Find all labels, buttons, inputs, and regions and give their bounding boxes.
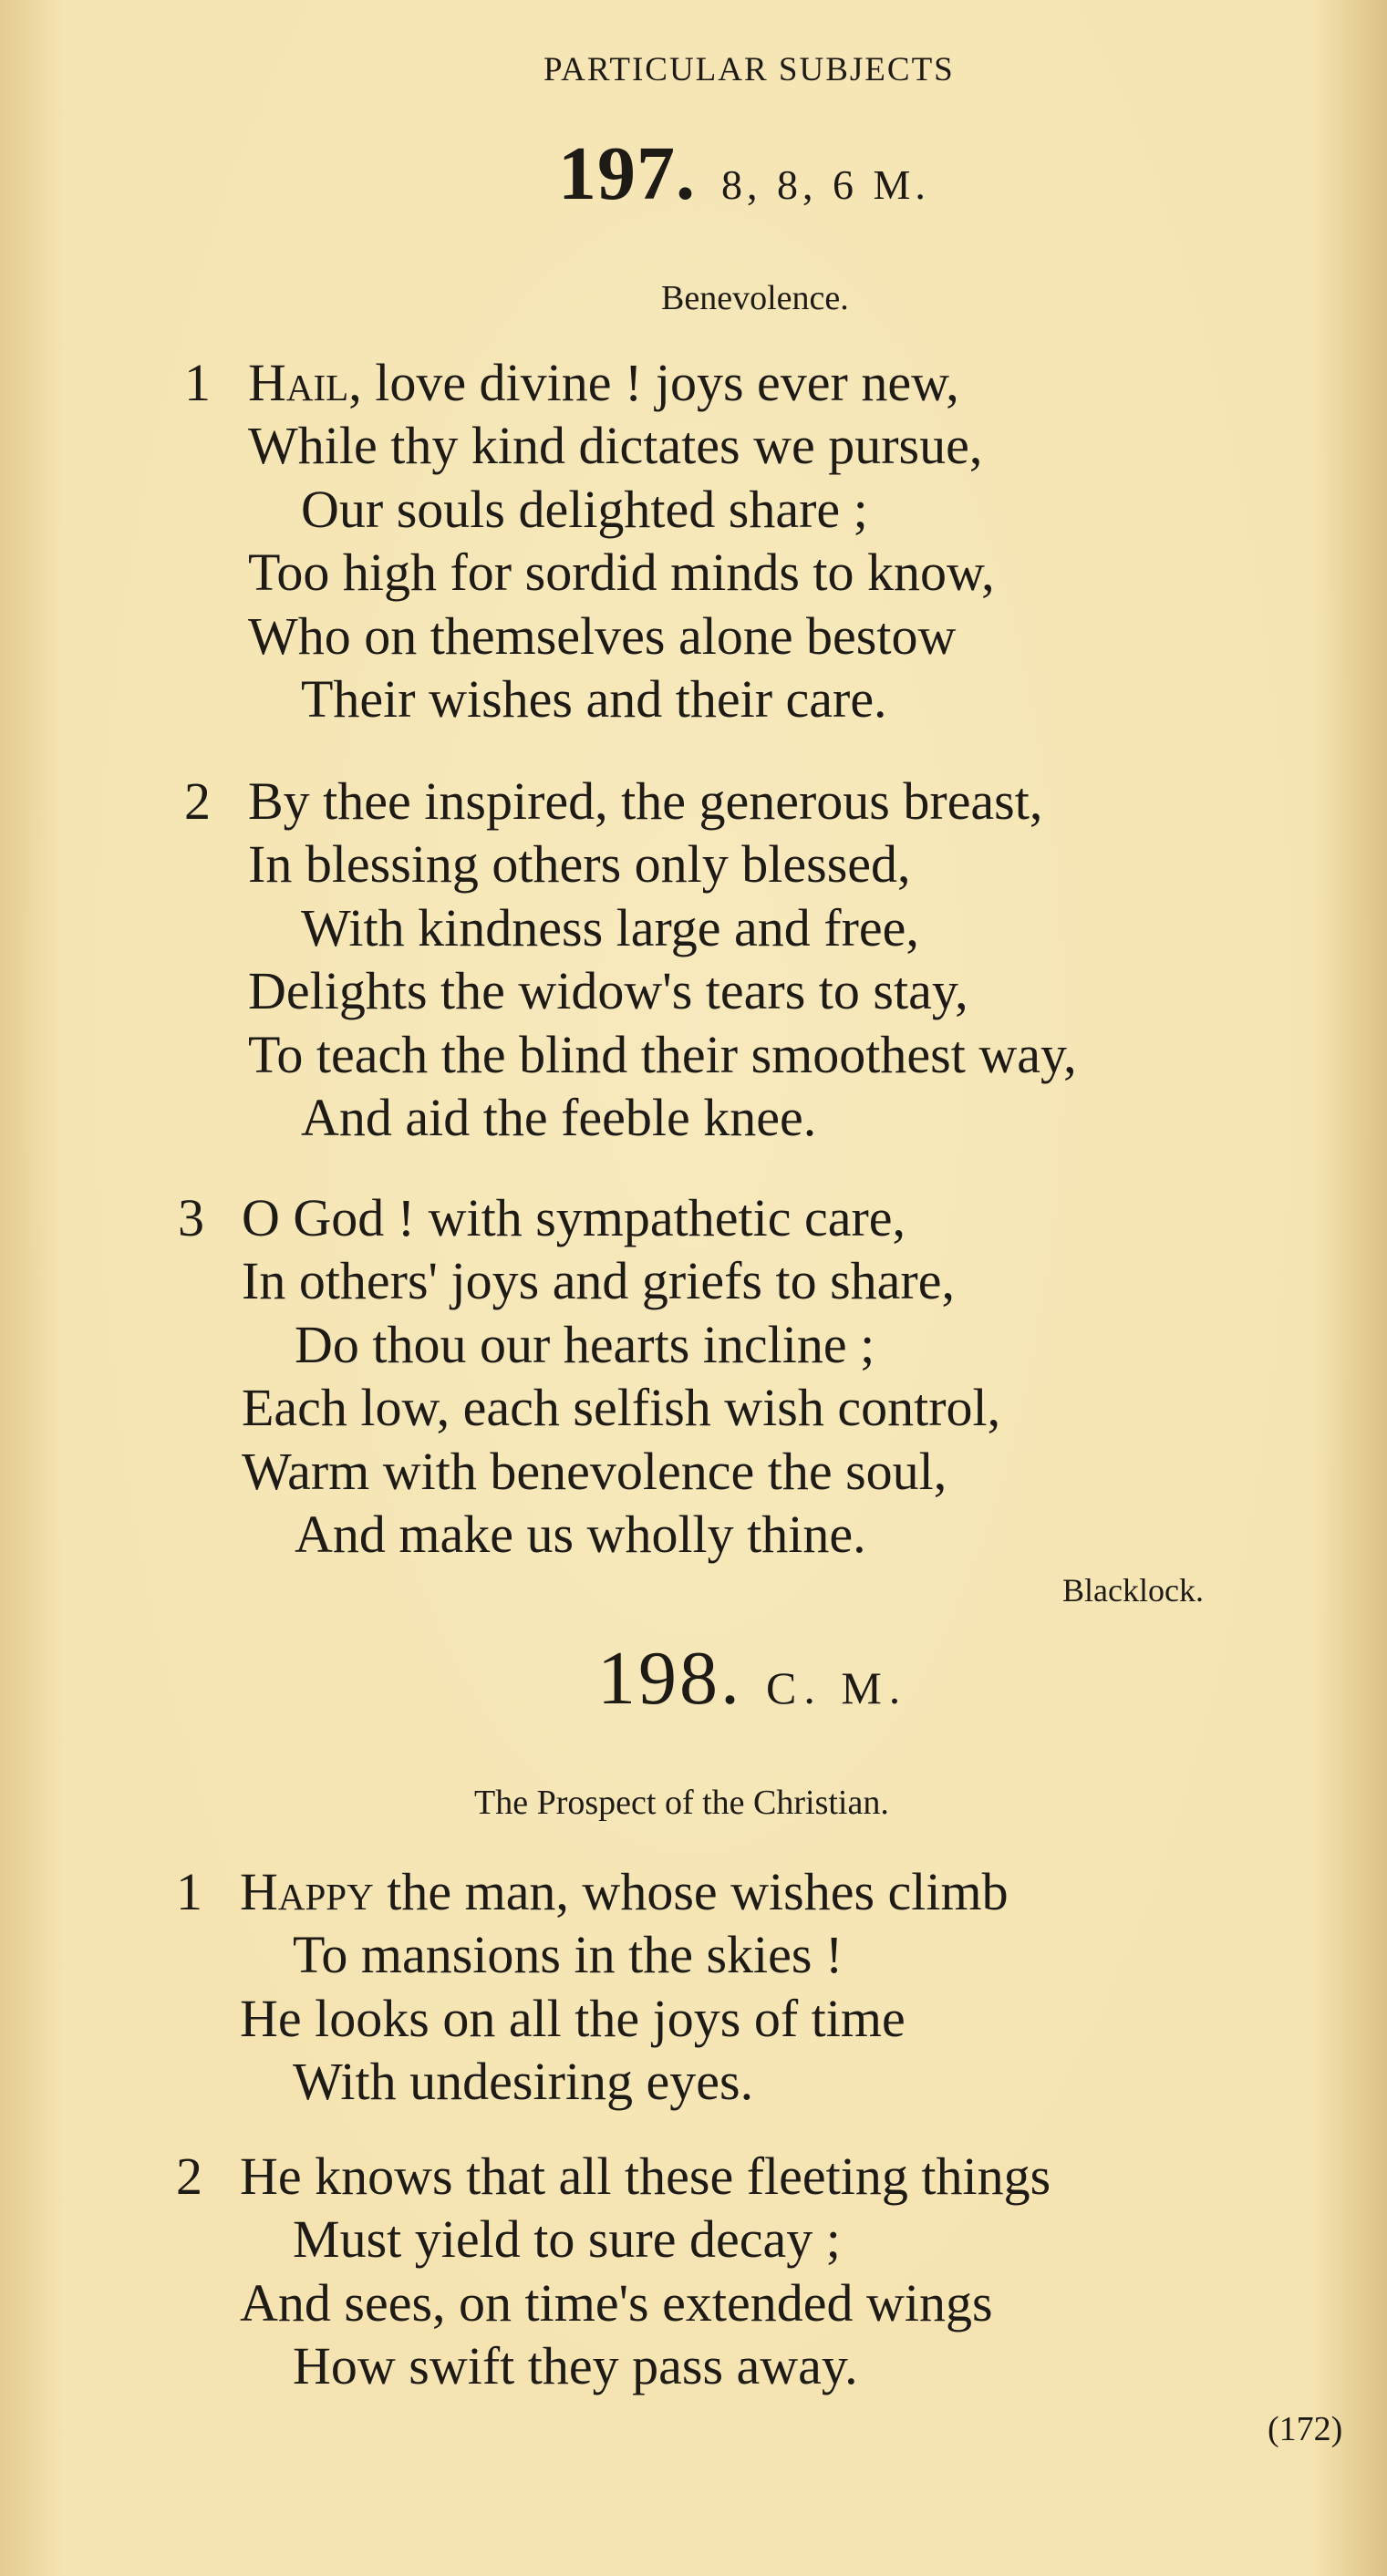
verse-line: Too high for sordid minds to know, bbox=[248, 543, 995, 603]
verse-line: And aid the feeble knee. bbox=[301, 1087, 817, 1147]
stanza bbox=[184, 770, 1077, 1149]
initial-word: Hail, bbox=[248, 353, 362, 412]
stanza bbox=[176, 2145, 1051, 2398]
verse-line: And make us wholly thine. bbox=[295, 1504, 866, 1564]
verse-line: Warm with benevolence the soul, bbox=[242, 1441, 947, 1501]
stanza bbox=[178, 1186, 1001, 1566]
stanza-number: 3 bbox=[178, 1188, 204, 1247]
running-head: PARTICULAR SUBJECTS bbox=[543, 51, 955, 88]
verse-line: In blessing others only blessed, bbox=[248, 834, 911, 895]
hymn-subject: Benevolence. bbox=[661, 279, 849, 317]
hymn-number: 197. bbox=[558, 131, 696, 216]
verse-line: With undesiring eyes. bbox=[293, 2052, 754, 2112]
hymn-meter: C. M. bbox=[766, 1662, 908, 1713]
page-number: (172) bbox=[1268, 2410, 1343, 2448]
verse-line: Delights the widow's tears to stay, bbox=[248, 961, 968, 1021]
verse-line: To mansions in the skies ! bbox=[293, 1925, 844, 1985]
verse-text: the man, whose wishes climb bbox=[373, 1862, 1009, 1921]
stanza-number: 2 bbox=[176, 2147, 202, 2206]
verse-line: Their wishes and their care. bbox=[301, 668, 887, 729]
verse-text: love divine ! joys ever new, bbox=[361, 353, 959, 412]
verse-line bbox=[248, 351, 995, 414]
verse-line: How swift they pass away. bbox=[293, 2336, 858, 2396]
stanza-number: 1 bbox=[176, 1862, 202, 1921]
verse-line bbox=[240, 1860, 1009, 1923]
verse-line: Do thou our hearts incline ; bbox=[295, 1314, 875, 1374]
verse-line: With kindness large and free, bbox=[301, 897, 919, 957]
stanza bbox=[184, 351, 995, 730]
verse-line: Each low, each selfish wish control, bbox=[242, 1378, 1001, 1438]
stanza-number: 2 bbox=[184, 771, 211, 831]
verse-line: He looks on all the joys of time bbox=[240, 1988, 906, 2048]
verse-line: Our souls delighted share ; bbox=[301, 479, 868, 539]
verse-line: While thy kind dictates we pursue, bbox=[248, 416, 983, 476]
verse-line: Must yield to sure decay ; bbox=[293, 2209, 841, 2270]
author-attribution: Blacklock. bbox=[1062, 1572, 1204, 1609]
verse-line: And sees, on time's extended wings bbox=[240, 2272, 993, 2333]
verse-line: By thee inspired, the generous breast, bbox=[248, 771, 1043, 831]
verse-line: To teach the blind their smoothest way, bbox=[248, 1024, 1077, 1084]
hymn-subject: The Prospect of the Christian. bbox=[474, 1784, 889, 1822]
hymn-number: 198. bbox=[597, 1636, 742, 1721]
verse-line: In others' joys and griefs to share, bbox=[242, 1251, 955, 1311]
verse-line: O God ! with sympathetic care, bbox=[242, 1188, 906, 1247]
stanza bbox=[176, 1860, 1009, 2114]
verse-line: Who on themselves alone bestow bbox=[248, 605, 957, 666]
stanza-number: 1 bbox=[184, 353, 211, 412]
initial-word: Happy bbox=[240, 1862, 374, 1921]
hymn-heading bbox=[597, 1634, 907, 1723]
hymn-meter: 8, 8, 6 M. bbox=[721, 161, 930, 208]
hymn-heading bbox=[558, 129, 930, 218]
verse-line: He knows that all these fleeting things bbox=[240, 2147, 1051, 2206]
